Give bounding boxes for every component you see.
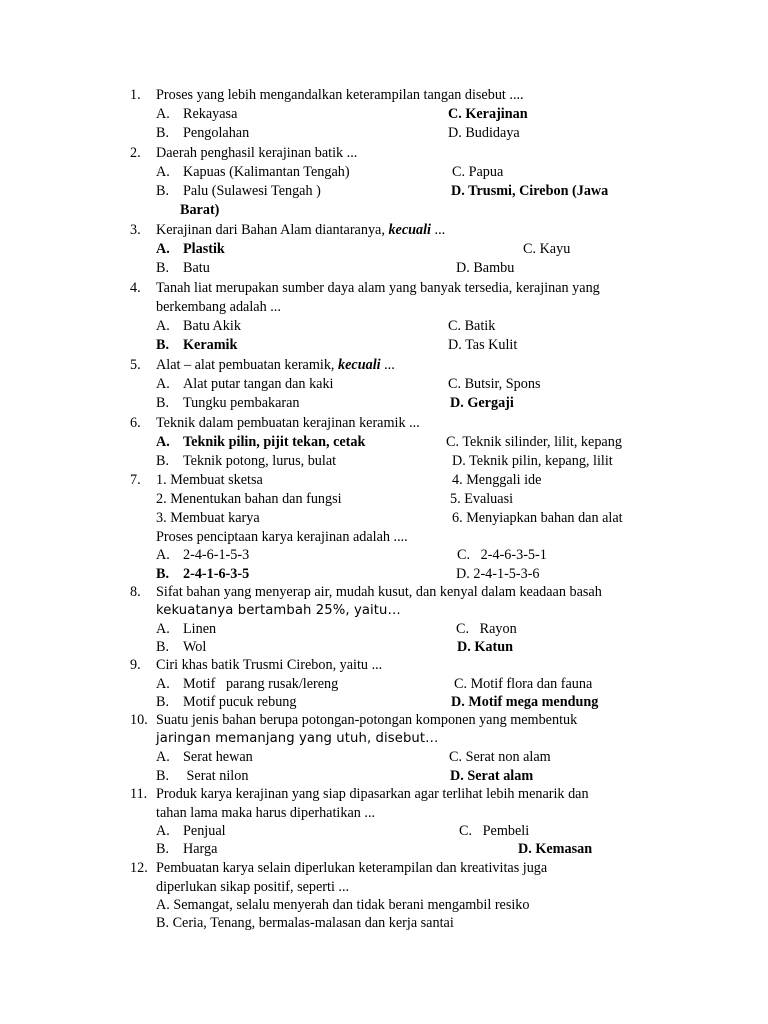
- question-7-step-2: 2. Menentukan bahan dan fungsi: [156, 491, 342, 507]
- question-8-option-d-answer: D. Katun: [457, 639, 513, 655]
- question-5-stem: 5. Alat – alat pembuatan keramik, kecuali ...: [130, 357, 395, 373]
- question-7-option-c: C. 2-4-6-3-5-1: [457, 547, 547, 563]
- question-11-option-d-answer: D. Kemasan: [518, 841, 593, 857]
- question-1-option-a: A. Rekayasa: [156, 106, 238, 122]
- question-11-stem-continuation: tahan lama maka harus diperhatikan ...: [156, 805, 376, 821]
- question-10-stem: 10. Suatu jenis bahan berupa potongan-potongan komponen yang membentuk: [130, 712, 578, 728]
- question-2-option-c: C. Papua: [452, 164, 504, 180]
- question-5-option-c: C. Butsir, Spons: [448, 376, 541, 392]
- question-10-option-b: B. Serat nilon: [156, 768, 249, 784]
- question-9-option-b: B. Motif pucuk rebung: [156, 694, 297, 710]
- question-4-stem-continuation: berkembang adalah ...: [156, 299, 281, 315]
- question-4-option-d: D. Tas Kulit: [448, 337, 518, 353]
- question-9-stem: 9. Ciri khas batik Trusmi Cirebon, yaitu ...: [130, 657, 383, 673]
- question-6-option-d: D. Teknik pilin, kepang, lilit: [452, 453, 613, 469]
- question-7-option-d: D. 2-4-1-5-3-6: [456, 566, 540, 582]
- question-11-option-b: B. Harga: [156, 841, 218, 857]
- question-3-option-a-answer: A. Plastik: [156, 241, 225, 257]
- question-1-option-b: B. Pengolahan: [156, 125, 250, 141]
- question-12-option-b: B. Ceria, Tenang, bermalas-malasan dan kerja santai: [156, 915, 454, 931]
- question-10-option-a: A. Serat hewan: [156, 749, 253, 765]
- question-5-option-d-answer: D. Gergaji: [450, 395, 514, 411]
- question-3-stem: 3. Kerajinan dari Bahan Alam diantaranya, kecuali ...: [130, 222, 446, 238]
- question-6-stem: 6. Teknik dalam pembuatan kerajinan keramik ...: [130, 415, 420, 431]
- question-12-option-a: A. Semangat, selalu menyerah dan tidak berani mengambil resiko: [156, 897, 530, 913]
- question-5-option-a: A. Alat putar tangan dan kaki: [156, 376, 334, 392]
- question-7-option-b-answer: B. 2-4-1-6-3-5: [156, 566, 250, 582]
- question-3-option-c: C. Kayu: [523, 241, 571, 257]
- question-2-option-d-continuation: Barat): [180, 202, 220, 218]
- question-2-option-d-answer: D. Trusmi, Cirebon (Jawa: [451, 183, 609, 199]
- question-2-option-a: A. Kapuas (Kalimantan Tengah): [156, 164, 350, 180]
- question-4-option-b-answer: B. Keramik: [156, 337, 238, 353]
- question-7-option-a: A. 2-4-6-1-5-3: [156, 547, 250, 563]
- question-7-stem: Proses penciptaan karya kerajinan adalah ....: [156, 529, 408, 545]
- question-4-stem: 4. Tanah liat merupakan sumber daya alam yang banyak tersedia, kerajinan yang: [130, 280, 600, 296]
- question-7-step-3: 3. Membuat karya: [156, 510, 260, 526]
- question-8-option-c: C. Rayon: [456, 621, 517, 637]
- question-7-step-1: 7. 1. Membuat sketsa: [130, 472, 263, 488]
- question-9-option-a: A. Motif parang rusak/lereng: [156, 676, 339, 692]
- question-3-option-d: D. Bambu: [456, 260, 515, 276]
- question-8-stem: 8. Sifat bahan yang menyerap air, mudah kusut, dan kenyal dalam keadaan basah: [130, 584, 602, 600]
- question-10-option-d-answer: D. Serat alam: [450, 768, 534, 784]
- question-2-option-b: B. Palu (Sulawesi Tengah ): [156, 183, 321, 199]
- question-7-step-5: 5. Evaluasi: [450, 491, 514, 507]
- question-6-option-a-answer: A. Teknik pilin, pijit tekan, cetak: [156, 434, 366, 450]
- question-7-step-6: 6. Menyiapkan bahan dan alat: [452, 510, 623, 526]
- question-2-stem: 2. Daerah penghasil kerajinan batik ...: [130, 145, 358, 161]
- question-12-stem: 12. Pembuatan karya selain diperlukan keterampilan dan kreativitas juga: [130, 860, 548, 876]
- question-8-option-a: A. Linen: [156, 621, 217, 637]
- question-9-option-d-answer: D. Motif mega mendung: [451, 694, 599, 710]
- question-1-stem: 1. Proses yang lebih mengandalkan keterampilan tangan disebut ....: [130, 87, 524, 103]
- question-5-option-b: B. Tungku pembakaran: [156, 395, 300, 411]
- question-10-option-c: C. Serat non alam: [449, 749, 551, 765]
- question-8-option-b: B. Wol: [156, 639, 207, 655]
- question-6-option-b: B. Teknik potong, lurus, bulat: [156, 453, 337, 469]
- question-4-option-a: A. Batu Akik: [156, 318, 241, 334]
- question-8-stem-continuation: kekuatanya bertambah 25%, yaitu…: [156, 603, 401, 618]
- question-4-option-c: C. Batik: [448, 318, 496, 334]
- question-7-step-4: 4. Menggali ide: [452, 472, 542, 488]
- question-12-stem-continuation: diperlukan sikap positif, seperti ...: [156, 879, 350, 895]
- question-3-option-b: B. Batu: [156, 260, 210, 276]
- question-9-option-c: C. Motif flora dan fauna: [454, 676, 593, 692]
- question-11-option-a: A. Penjual: [156, 823, 226, 839]
- question-1-option-d: D. Budidaya: [448, 125, 520, 141]
- question-10-stem-continuation: jaringan memanjang yang utuh, disebut…: [156, 731, 439, 746]
- question-11-stem: 11. Produk karya kerajinan yang siap dipasarkan agar terlihat lebih menarik dan: [130, 786, 589, 802]
- question-11-option-c: C. Pembeli: [459, 823, 530, 839]
- question-1-option-c-answer: C. Kerajinan: [448, 106, 528, 122]
- question-6-option-c: C. Teknik silinder, lilit, kepang: [446, 434, 622, 450]
